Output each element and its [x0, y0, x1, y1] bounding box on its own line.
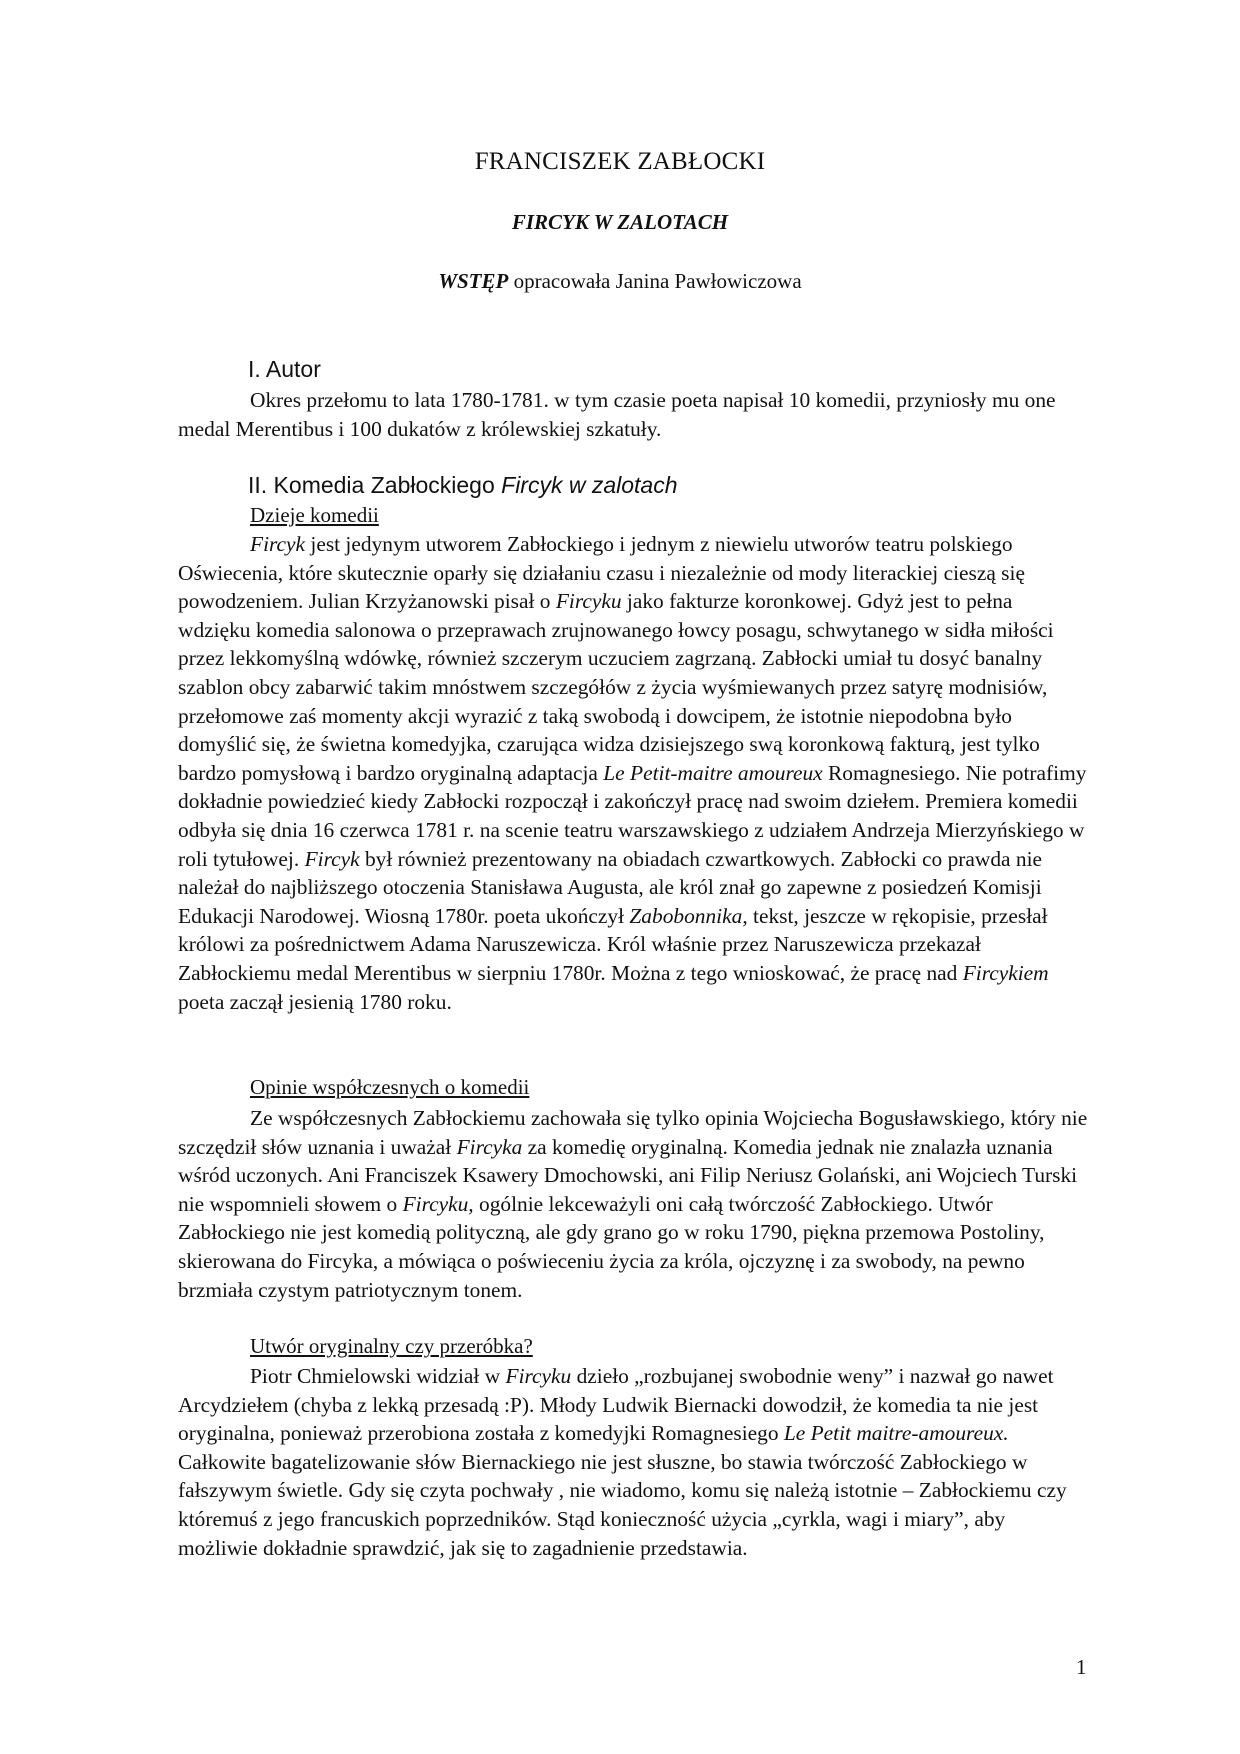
text-italic: Fircyka — [456, 1134, 523, 1159]
paragraph-original — [178, 1362, 1088, 1562]
section-heading-comedy-prefix: II. Komedia Zabłockiego — [248, 472, 502, 498]
intro-bold: WSTĘP — [438, 269, 509, 293]
text-italic: Fircyku — [555, 589, 622, 614]
text-run: Całkowite bagatelizowanie słów Biernackiego nie jest słuszne, bo stawia twórczość Zabłockiego w fałszywym świetle. Gdy się czyta pochwały , nie wiadomo, komu się należą istotnie – Zabłockiemu czy któremuś z jego francuskich poprzedników. Stąd konieczność użycia „cyrkla, wagi i miary”, aby możliwie dokładnie sprawdzić, jak się to zagadnienie przedstawia. — [178, 1449, 1067, 1560]
section-heading-author: I. Autor — [248, 356, 321, 382]
text-run: jest jedynym utworem Zabłockiego i jednym z niewielu utworów teatru polskiego Oświecenia, które skutecznie oparły się działaniu czasu i niezależnie od mody literackiej cieszą się powodzeniem. Julian Krzyżanowski pisał o — [178, 532, 1025, 614]
paragraph-history — [178, 530, 1088, 1016]
document-subtitle: FIRCYK W ZALOTACH — [511, 210, 729, 234]
text-italic: Fircyku — [505, 1364, 572, 1388]
subheading-history: Dzieje komedii — [250, 503, 379, 527]
section-heading-comedy-italic: Fircyk w zalotach — [501, 472, 678, 498]
text-run: był również prezentowany na obiadach czwartkowych. Zabłocki co prawda nie należał do najbliższego otoczenia Stanisława Augusta, ale król znał go zapewne z posiedzeń Komisji Edukacji Narodowej. Wiosną 1780r. poeta ukończył — [178, 846, 1043, 928]
text-run: Romagnesiego. Nie potrafimy dokładnie powiedzieć kiedy Zabłocki rozpoczął i zakończył pracę nad swoim dziełem. Premiera komedii odbyła się dnia 16 czerwca 1781 r. na scenie teatru warszawskiego z udziałem Andrzeja Mierzyńskiego w roli tytułowej. — [178, 760, 1087, 871]
text-run: ogólnie lekceważyli oni całą twórczość Zabłockiego. Utwór Zabłockiego nie jest komedią polityczną, ale gdy grano go w roku 1790, piękna przemowa Postoliny, skierowana do Fircyka, a mówiąca o poświeceniu życia za króla, ojczyznę i za swobody, na pewno brzmiała czystym patriotycznym tonem. — [178, 1191, 1045, 1302]
text-italic: Fircyk — [250, 532, 306, 556]
text-italic: Zabobonnika — [629, 903, 743, 928]
text-run: , tekst, jeszcze w rękopisie, przesłał królowi za pośrednictwem Adama Naruszewicza. Król właśnie przez Naruszewicza przekazał Zabłockiemu medal Merentibus w sierpniu 1780r. Można z tego wnioskować, że pracę nad — [178, 903, 1048, 985]
text-run: Piotr Chmielowski widział w — [250, 1364, 506, 1388]
text-italic: Le Petit maitre-amoureux. — [783, 1421, 1009, 1446]
text-run: dzieło „rozbujanej swobodnie weny” i nazwał go nawet Arcydziełem (chyba z lekką przesadą :P). Młody Ludwik Biernacki dowodził, że komedia ta nie jest oryginalna, ponieważ przerobiona została z komedyjki Romagnesiego — [178, 1364, 1054, 1446]
text-run: jako fakturze koronkowej. Gdyż jest to pełna wdzięku komedia salonowa o przeprawach zrujnowanego łowcy posagu, schwytanego w sidła miłości przez lekkomyślną wdówkę, również szczerym uczuciem zagrzaną. Zabłocki umiał tu dosyć banalny szablon obcy zabarwić takim mnóstwem szczegółów z życia wyśmiewanych przez satyrę modnisiów, przełomowe zaś momenty akcji wyrazić z taką swobodą i dowcipem, że istotnie niepodobna było domyślić się, że świetna komedyjka, czarująca widza dzisiejszego swą koronkową fakturą, jest tylko bardzo pomysłową i bardzo oryginalną adaptacja — [178, 589, 1054, 785]
text-italic: Fircyk — [304, 846, 360, 871]
text-italic: Fircykiem — [962, 960, 1049, 985]
intro-rest: opracowała Janina Pawłowiczowa — [508, 269, 802, 293]
page-number: 1 — [1076, 1655, 1087, 1679]
text-run: poeta zaczął jesienią 1780 roku. — [178, 989, 452, 1014]
subheading-original: Utwór oryginalny czy przeróbka? — [250, 1334, 533, 1358]
paragraph-opinions — [178, 1104, 1088, 1304]
text-italic: Fircyku, — [402, 1191, 474, 1216]
section-heading-comedy — [248, 472, 678, 499]
intro-line — [0, 269, 1240, 294]
text-run: Ze współczesnych Zabłockiemu zachowała się tylko opinia Wojciecha Bogusławskiego, który nie szczędził słów uznania i uważał — [178, 1106, 1088, 1159]
subheading-opinions: Opinie współczesnych o komedii — [250, 1075, 530, 1099]
paragraph-author: Okres przełomu to lata 1780-1781. w tym czasie poeta napisał 10 komedii, przyniosły mu one medal Merentibus i 100 dukatów z królewskiej szkatuły. — [178, 388, 1056, 441]
text-italic: Le Petit-maitre amoureux — [603, 760, 823, 785]
text-run: za komedię oryginalną. Komedia jednak nie znalazła uznania wśród uczonych. Ani Franciszek Ksawery Dmochowski, ani Filip Neriusz Golański, ani Wojciech Turski nie wspomnieli słowem o — [178, 1134, 1078, 1216]
document-title: FRANCISZEK ZABŁOCKI — [474, 148, 766, 175]
